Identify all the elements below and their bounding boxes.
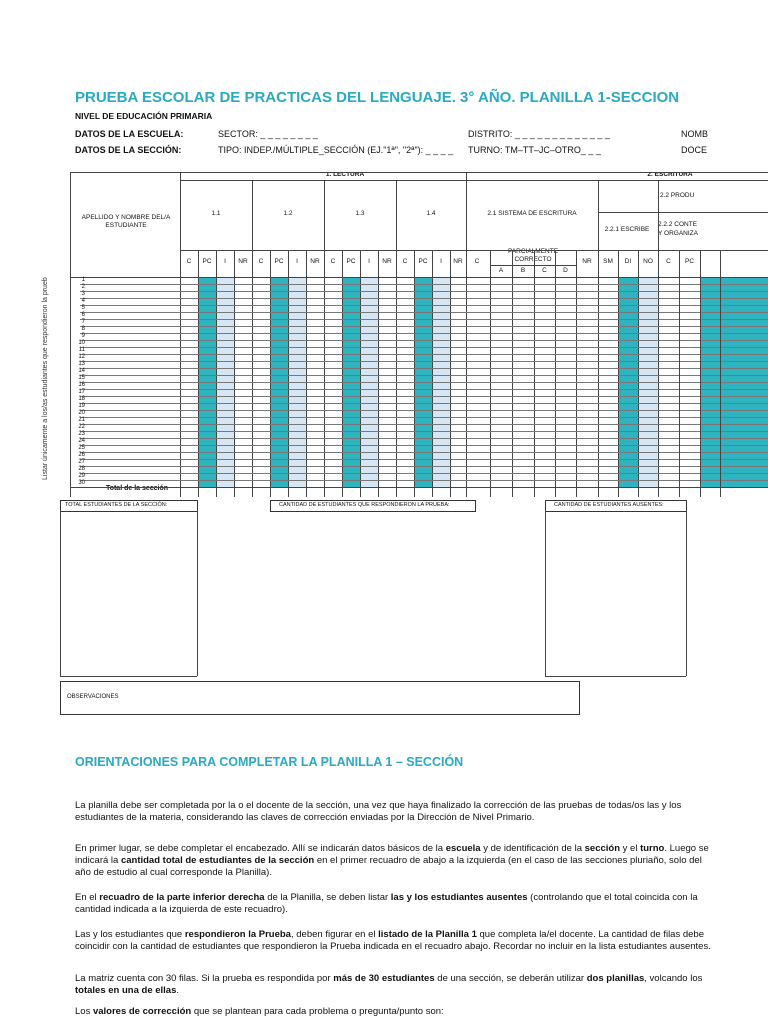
- abcd-line: [534, 265, 535, 497]
- school-data-label: DATOS DE LA ESCUELA:: [75, 129, 184, 139]
- p2d: sección: [584, 843, 621, 854]
- row-number: 9: [81, 333, 85, 339]
- row-number: 2: [81, 284, 85, 290]
- left-list-bottom: [60, 676, 197, 677]
- p5e: , volcando los: [644, 973, 703, 984]
- type-field[interactable]: TIPO: INDEP./MÚLTIPLE_SECCIÓN (EJ."1ª", "2ª"): _ _ _ _: [218, 145, 454, 155]
- p2h: cantidad total de estudiantes de la sección: [120, 855, 315, 866]
- p3d: las y los estudiantes ausentes: [390, 892, 528, 903]
- row-line: [80, 459, 768, 460]
- group-header-line: [180, 180, 768, 181]
- q222-header-line2: Y ORGANIZA: [658, 230, 698, 237]
- p6c: que se plantean para cada problema o pregunta/punto son:: [191, 1006, 444, 1017]
- row-number: 4: [81, 298, 85, 304]
- p3c: de la Planilla, se deben listar: [264, 892, 391, 903]
- abcd-label: C: [542, 267, 547, 274]
- answered-label: CANTIDAD DE ESTUDIANTES QUE RESPONDIERON LA PRUEBA:: [279, 502, 450, 508]
- right-list-bottom: [545, 676, 686, 677]
- row-line: [80, 445, 768, 446]
- right-list-border-right: [686, 510, 687, 676]
- guide-paragraph-3: [75, 892, 715, 916]
- escribe-code-label: NO: [643, 258, 653, 265]
- row-number: 28: [78, 466, 85, 472]
- p4e: que completa la/el docente. La cantidad de filas debe coincidir con la cantidad de estudiantes que respondieron la Prueba indicada en el recuadro abajo. Recordar no incluir en la lista estudiantes ausentes.: [75, 929, 711, 952]
- code-label: C: [330, 258, 336, 265]
- row-line: [80, 466, 768, 467]
- guide-paragraph-1: [75, 800, 715, 824]
- q22-header: 2.2 PRODU: [660, 192, 695, 199]
- p3e: (controlando que el total coincida con la cantidad indicada a la izquierda de este recuadro).: [75, 892, 698, 915]
- row-number: 10: [78, 340, 85, 346]
- answered-box[interactable]: [270, 500, 476, 512]
- code-label: NR: [238, 258, 248, 265]
- row-line: [80, 382, 768, 383]
- nr21-header: NR: [582, 258, 592, 265]
- p3a: En el: [75, 892, 100, 903]
- district-field[interactable]: DISTRITO: _ _ _ _ _ _ _ _ _ _ _ _ _: [468, 129, 610, 139]
- row-number: 27: [78, 459, 85, 465]
- p5a: La matriz cuenta con 30 filas. Si la prueba es respondida por: [75, 973, 334, 984]
- side-note: Listar únicamente a los/as estudiantes que respondieron la prueb: [42, 277, 49, 480]
- row-line: [80, 312, 768, 313]
- p5g: .: [176, 985, 180, 996]
- row-line: [80, 333, 768, 334]
- code-label: PC: [274, 258, 284, 265]
- p6b: valores de corrección: [92, 1006, 192, 1017]
- code-label: PC: [346, 258, 356, 265]
- row-line: [80, 396, 768, 397]
- sector-field[interactable]: SECTOR: _ _ _ _ _ _ _ _: [218, 129, 318, 139]
- row-number: 16: [78, 382, 85, 388]
- c21-header: C: [474, 258, 480, 265]
- left-list-border-right: [197, 510, 198, 676]
- row-line: [80, 340, 768, 341]
- grid-top-line: [70, 172, 768, 173]
- education-level: NIVEL DE EDUCACIÓN PRIMARIA: [75, 111, 213, 121]
- p5d: dos planillas: [586, 973, 645, 984]
- abcd-label: D: [563, 267, 568, 274]
- p2a: En primer lugar, se debe completar el encabezado. Allí se indicarán datos básicos de la: [75, 843, 446, 854]
- row-line: [80, 368, 768, 369]
- code-label: I: [296, 258, 298, 265]
- p2i: en el primer recuadro de abajo a la izquierda (en el caso de las secciones pluriaño, solo del año de estudio al cual corresponde la Planilla).: [75, 855, 702, 878]
- guide-paragraph-6: [75, 1006, 715, 1018]
- row-number: 5: [81, 305, 85, 311]
- absent-label: CANTIDAD DE ESTUDIANTES AUSENTES:: [554, 502, 664, 508]
- p4c: , deben figurar en el: [290, 929, 379, 940]
- code-label: I: [440, 258, 442, 265]
- shift-field[interactable]: TURNO: TM–TT–JC–OTRO_ _ _: [468, 145, 601, 155]
- q221-header: 2.2.1 ESCRIBE: [604, 226, 650, 233]
- q12-header: 1.2: [283, 210, 293, 217]
- section-data-label: DATOS DE LA SECCIÓN:: [75, 145, 182, 155]
- guide-p1-text: La planilla debe ser completada por la o el docente de la sección, una vez que haya finalizado la corrección de las pruebas de todas/os las y los estudiantes de la materia, considerando las claves de corrección enviadas por la Dirección de Nivel Primario.: [75, 800, 682, 823]
- absent-box[interactable]: [545, 500, 687, 512]
- total-row-label: Total de la sección: [105, 485, 169, 492]
- row-number: 20: [78, 410, 85, 416]
- row-number: 3: [81, 291, 85, 297]
- code-label: NR: [382, 258, 392, 265]
- teacher-field[interactable]: DOCE: [681, 145, 708, 155]
- row-number: 7: [81, 319, 85, 325]
- abcd-line: [555, 265, 556, 497]
- row-number: 14: [78, 368, 85, 374]
- organiza-code-label: C: [666, 258, 671, 265]
- row-number: 22: [78, 424, 85, 430]
- p2c: y de identificación de la: [480, 843, 585, 854]
- escribe-code-label: SM: [603, 258, 613, 265]
- lectura-header: 1. LECTURA: [325, 172, 365, 178]
- row-line: [80, 452, 768, 453]
- q11-header: 1.1: [211, 210, 221, 217]
- p5c: de una sección, se deberán utilizar: [434, 973, 587, 984]
- code-column-line: [720, 250, 721, 497]
- code-label: I: [224, 258, 226, 265]
- row-number: 24: [78, 438, 85, 444]
- row-line: [80, 389, 768, 390]
- guide-paragraph-5: [75, 973, 715, 997]
- p2g: . Luego se indicará la: [75, 843, 709, 866]
- p2e: y el: [620, 843, 641, 854]
- observations-box[interactable]: [60, 681, 580, 715]
- row-number: 1: [81, 277, 85, 283]
- abcd-label: A: [498, 267, 504, 274]
- code-label: C: [402, 258, 408, 265]
- row-line: [80, 305, 768, 306]
- row-number: 8: [81, 326, 85, 332]
- row-line: [80, 347, 768, 348]
- row-number: 30: [78, 480, 85, 486]
- left-list-border: [60, 510, 61, 676]
- page-title: PRUEBA ESCOLAR DE PRACTICAS DEL LENGUAJE. 3° AÑO. PLANILLA 1-SECCION: [75, 89, 680, 106]
- code-label: NR: [310, 258, 320, 265]
- row-line: [80, 361, 768, 362]
- q21-header: 2.1 SISTEMA DE ESCRITURA: [487, 210, 577, 217]
- row-number: 13: [78, 361, 85, 367]
- results-table: [70, 172, 768, 497]
- row-number: 6: [81, 312, 85, 318]
- abcd-line: [512, 265, 513, 497]
- row-number: 12: [78, 354, 85, 360]
- p3b: recuadro de la parte inferior derecha: [99, 892, 265, 903]
- q222-header-line1: 2.2.2 CONTE: [658, 221, 698, 228]
- code-label: NR: [453, 258, 463, 265]
- partial-split-line: [490, 265, 576, 266]
- code-label: C: [186, 258, 192, 265]
- row-line: [80, 417, 768, 418]
- total-students-label: TOTAL ESTUDIANTES DE LA SECCIÓN:: [65, 502, 168, 508]
- row-line: [80, 291, 768, 292]
- row-line: [80, 424, 768, 425]
- p6a: Los: [75, 1006, 93, 1017]
- grid-left-line: [70, 172, 71, 497]
- row-number: 21: [78, 417, 85, 423]
- p4a: Las y los estudiantes que: [75, 929, 185, 940]
- organiza-code-label: PC: [684, 258, 695, 265]
- row-line: [80, 326, 768, 327]
- p4b: respondieron la Prueba: [184, 929, 291, 940]
- row-number: 25: [78, 445, 85, 451]
- abcd-label: B: [520, 267, 526, 274]
- row-number: 23: [78, 431, 85, 437]
- code-column-line: [700, 250, 701, 497]
- row-line: [80, 284, 768, 285]
- row-line: [80, 431, 768, 432]
- row-line: [80, 410, 768, 411]
- p5b: más de 30 estudiantes: [333, 973, 435, 984]
- escribe-code-label: DI: [624, 258, 632, 265]
- row-number: 29: [78, 473, 85, 479]
- row-line: [80, 403, 768, 404]
- row-number: 17: [78, 389, 85, 395]
- rows-top-line: [70, 277, 768, 278]
- escritura-header: 2. ESCRITURA: [647, 172, 693, 178]
- code-label: PC: [202, 258, 212, 265]
- row-number: 15: [78, 375, 85, 381]
- subgroup-line: [598, 212, 768, 213]
- p4d: listado de la Planilla 1: [378, 929, 477, 940]
- code-label: C: [258, 258, 264, 265]
- p5f: totales en una de ellas: [75, 985, 177, 996]
- row-number: 19: [78, 403, 85, 409]
- row-number: 26: [78, 452, 85, 458]
- guide-heading: ORIENTACIONES PARA COMPLETAR LA PLANILLA 1 – SECCIÓN: [75, 755, 464, 769]
- row-number: 11: [78, 347, 85, 353]
- right-list-border: [545, 510, 546, 676]
- total-students-box[interactable]: [60, 500, 198, 512]
- code-label: I: [368, 258, 370, 265]
- row-line: [80, 438, 768, 439]
- q13-header: 1.3: [355, 210, 365, 217]
- observations-label: OBSERVACIONES: [67, 694, 119, 700]
- row-line: [80, 480, 768, 481]
- row-line: [80, 354, 768, 355]
- q14-header: 1.4: [426, 210, 436, 217]
- row-line: [80, 298, 768, 299]
- p2f: turno: [640, 843, 665, 854]
- code-label: PC: [418, 258, 428, 265]
- guide-paragraph-4: [75, 929, 715, 953]
- row-number: 18: [78, 396, 85, 402]
- guide-paragraph-2: [75, 843, 715, 879]
- row-line: [80, 375, 768, 376]
- row-line: [80, 319, 768, 320]
- partial-header: PARCIALMENTE CORRECTO: [507, 248, 559, 263]
- student-column-header: APELLIDO Y NOMBRE DEL/A ESTUDIANTE: [81, 214, 171, 229]
- row-line: [80, 473, 768, 474]
- code-column-line: [679, 250, 680, 497]
- name-field[interactable]: NOMB: [681, 129, 708, 139]
- total-row-line: [70, 487, 768, 488]
- p2b: escuela: [445, 843, 481, 854]
